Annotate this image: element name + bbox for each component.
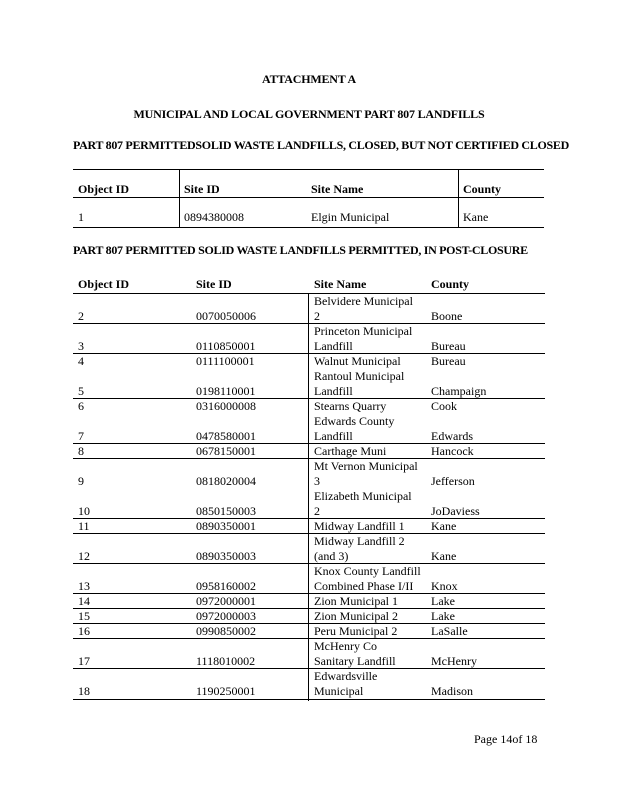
- site-name-line: Midway Landfill 1: [314, 519, 405, 533]
- site-name-line: Knox County Landfill: [314, 564, 421, 578]
- site-id-cell: 0972000001: [196, 594, 256, 608]
- site-id-cell: 0818020004: [196, 474, 256, 488]
- county-cell: Bureau: [431, 339, 466, 353]
- county-cell: Kane: [431, 549, 457, 563]
- object-id-cell: 11: [78, 519, 90, 533]
- object-id-cell: 8: [78, 444, 84, 458]
- site-name-line: Combined Phase I/II: [314, 579, 414, 593]
- county-cell: LaSalle: [431, 624, 468, 638]
- site-name-line: 2: [314, 504, 320, 518]
- site-name-line: Landfill: [314, 429, 353, 443]
- site-id-cell: 0678150001: [196, 444, 256, 458]
- site-name-line: Landfill: [314, 339, 353, 353]
- site-name-line: 2: [314, 309, 320, 323]
- object-id-cell: 4: [78, 354, 84, 368]
- county-cell: Jefferson: [431, 474, 475, 488]
- section2-title: PART 807 PERMITTED SOLID WASTE LANDFILLS PERMITTED, IN POST-CLOSURE: [73, 243, 528, 257]
- object-id-cell: 5: [78, 384, 84, 398]
- site-id-cell: 0990850002: [196, 624, 256, 638]
- page-subtitle: MUNICIPAL AND LOCAL GOVERNMENT PART 807 LANDFILLS: [133, 107, 485, 121]
- county-cell: Edwards: [431, 429, 473, 443]
- col-header-site-name: Site Name: [311, 182, 364, 196]
- county-cell: Cook: [431, 399, 458, 413]
- county-cell: Knox: [431, 579, 458, 593]
- site-id-cell: 0890350001: [196, 519, 256, 533]
- site-id-cell: 0110850001: [196, 339, 256, 353]
- site-name-line: Stearns Quarry: [314, 399, 387, 413]
- object-id-cell: 3: [78, 339, 84, 353]
- county-cell: Kane: [463, 210, 489, 224]
- site-name-line: Edwardsville: [314, 669, 378, 683]
- site-id-cell: 0316000008: [196, 399, 256, 413]
- col-header-site-id: Site ID: [196, 277, 232, 291]
- site-name-line: Carthage Muni: [314, 444, 387, 458]
- site-name-line: Zion Municipal 2: [314, 609, 398, 623]
- county-cell: Madison: [431, 684, 473, 698]
- county-cell: JoDaviess: [431, 504, 480, 518]
- col-header-site-id: Site ID: [184, 182, 220, 196]
- object-id-cell: 10: [78, 504, 90, 518]
- site-id-cell: 0070050006: [196, 309, 256, 323]
- site-name-line: Landfill: [314, 384, 353, 398]
- site-id-cell: 1190250001: [196, 684, 256, 698]
- site-id-cell: 0198110001: [196, 384, 256, 398]
- object-id-cell: 13: [78, 579, 90, 593]
- col-header-object-id: Object ID: [78, 277, 129, 291]
- county-cell: Boone: [431, 309, 463, 323]
- county-cell: Bureau: [431, 354, 466, 368]
- page-number: Page 14of 18: [474, 732, 538, 746]
- county-cell: Lake: [431, 609, 455, 623]
- site-name-line: Walnut Municipal: [314, 354, 401, 368]
- object-id-cell: 15: [78, 609, 90, 623]
- site-id-cell: 0890350003: [196, 549, 256, 563]
- site-name-line: Municipal: [314, 684, 364, 698]
- site-name-line: Edwards County: [314, 414, 395, 428]
- site-name-line: 3: [314, 474, 320, 488]
- site-id-cell: 0478580001: [196, 429, 256, 443]
- col-header-county: County: [431, 277, 470, 291]
- site-name-line: Rantoul Municipal: [314, 369, 405, 383]
- object-id-cell: 16: [78, 624, 90, 638]
- site-name-line: Princeton Municipal: [314, 324, 413, 338]
- county-cell: Kane: [431, 519, 457, 533]
- site-name-line: Belvidere Municipal: [314, 294, 413, 308]
- site-id-cell: 0111100001: [196, 354, 255, 368]
- site-name-line: Sanitary Landfill: [314, 654, 396, 668]
- object-id-cell: 18: [78, 684, 90, 698]
- col-header-county: County: [463, 182, 502, 196]
- county-cell: Hancock: [431, 444, 474, 458]
- site-id-cell: 0972000003: [196, 609, 256, 623]
- object-id-cell: 12: [78, 549, 90, 563]
- site-name-line: (and 3): [314, 549, 349, 563]
- county-cell: Champaign: [431, 384, 487, 398]
- site-id-cell: 1118010002: [196, 654, 256, 668]
- object-id-cell: 1: [78, 210, 84, 224]
- object-id-cell: 7: [78, 429, 84, 443]
- section1-title: PART 807 PERMITTEDSOLID WASTE LANDFILLS, CLOSED, BUT NOT CERTIFIED CLOSED: [73, 138, 569, 152]
- site-name-cell: Elgin Municipal: [311, 210, 390, 224]
- object-id-cell: 2: [78, 309, 84, 323]
- site-name-line: Elizabeth Municipal: [314, 489, 412, 503]
- site-id-cell: 0958160002: [196, 579, 256, 593]
- attachment-title: ATTACHMENT A: [262, 72, 356, 86]
- site-id-cell: 0850150003: [196, 504, 256, 518]
- col-header-site-name: Site Name: [314, 277, 367, 291]
- county-cell: Lake: [431, 594, 455, 608]
- object-id-cell: 6: [78, 399, 84, 413]
- site-name-line: McHenry Co: [314, 639, 377, 653]
- object-id-cell: 9: [78, 474, 84, 488]
- object-id-cell: 17: [78, 654, 90, 668]
- county-cell: McHenry: [431, 654, 477, 668]
- object-id-cell: 14: [78, 594, 90, 608]
- site-name-line: Zion Municipal 1: [314, 594, 398, 608]
- col-header-object-id: Object ID: [78, 182, 129, 196]
- site-name-line: Midway Landfill 2: [314, 534, 405, 548]
- site-name-line: Peru Municipal 2: [314, 624, 398, 638]
- site-id-cell: 0894380008: [184, 210, 244, 224]
- site-name-line: Mt Vernon Municipal: [314, 459, 418, 473]
